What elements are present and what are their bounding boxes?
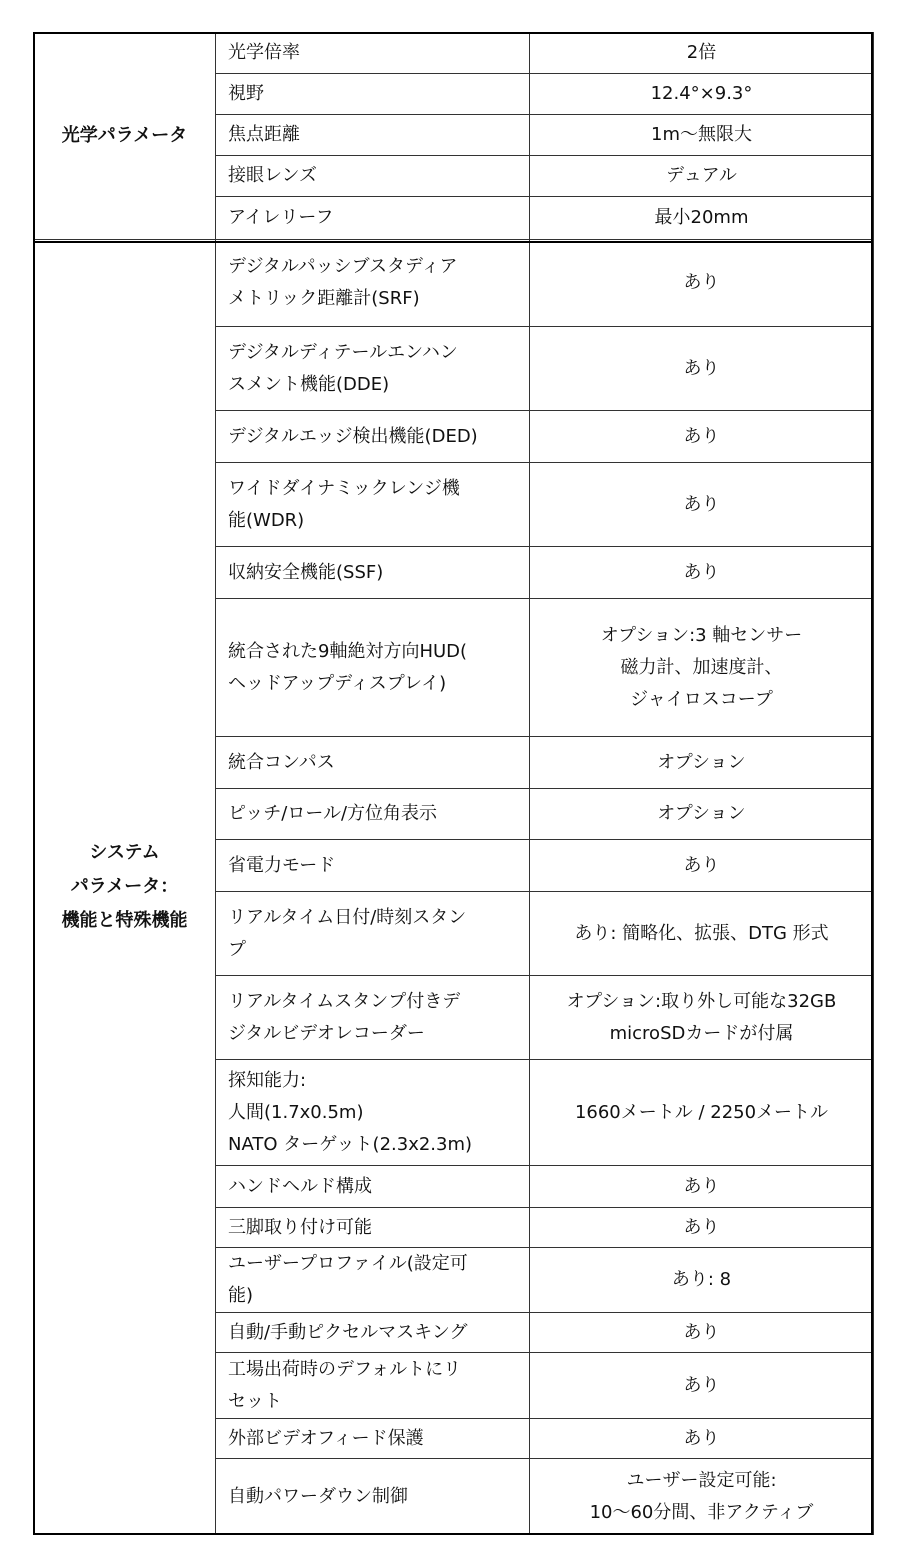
parameter-name-cell [216,33,530,74]
text-line: ピッチ/ロール/方位角表示 [228,803,438,824]
category-cell [34,240,216,1535]
parameter-name-cell [216,411,530,463]
text-line: デジタルディテールエンハン [228,341,458,363]
parameter-name-cell [216,1353,530,1419]
parameter-name-cell [216,1248,530,1313]
parameter-value-cell [530,1248,874,1313]
text-line: 自動パワーダウン制御 [228,1485,408,1507]
parameter-value-cell [530,1459,874,1535]
text-line: ワイドダイナミックレンジ機 [228,477,460,499]
parameter-name-cell [216,1060,530,1166]
parameter-name-cell [216,1313,530,1353]
parameter-name-cell [216,976,530,1060]
text-line: 外部ビデオフィード保護 [228,1427,424,1449]
text-line: オプション [657,803,746,824]
text-line: あり [683,854,720,876]
parameter-name-cell [216,327,530,411]
text-line: ヘッドアップディスプレイ) [228,672,447,694]
parameter-name-cell [216,737,530,789]
parameter-value-cell [530,156,874,197]
text-line: あり [683,272,720,293]
text-line: 接眼レンズ [228,165,318,186]
text-line: 視野 [228,83,264,104]
text-line: あり: 簡略化、拡張、DTG 形式 [574,922,829,944]
parameter-value-cell [530,737,874,789]
text-line: 光学パラメータ [61,125,188,146]
parameter-value-cell [530,547,874,599]
text-line: あり [683,357,720,379]
text-line: デジタルパッシブスタディア [228,256,458,277]
parameter-value-cell [530,115,874,156]
text-line: あり [683,1216,720,1238]
text-line: ユーザー設定可能: [626,1469,777,1491]
parameter-name-cell [216,789,530,840]
text-line: 統合された9軸絶対方向HUD( [228,640,468,662]
parameter-value-cell [530,240,874,327]
parameter-value-cell [530,840,874,892]
text-line: 光学倍率 [228,42,300,63]
text-line: 統合コンパス [228,751,335,773]
parameter-value-cell [530,1353,874,1419]
spec-row [34,240,874,327]
parameter-value-cell [530,411,874,463]
text-line: デジタルエッジ検出機能(DED) [228,425,478,447]
parameter-value-cell [530,1060,874,1166]
parameter-name-cell [216,115,530,156]
spec-table [33,32,874,1535]
parameter-value-cell [530,1208,874,1248]
text-line: 三脚取り付け可能 [228,1216,372,1238]
text-line: microSDカードが付属 [609,1022,794,1044]
parameter-value-cell [530,599,874,737]
text-line: ジャイロスコープ [630,688,773,710]
text-line: 磁力計、加速度計、 [620,656,783,678]
text-line: 自動/手動ピクセルマスキング [228,1321,468,1343]
parameter-value-cell [530,1419,874,1459]
text-line: 能(WDR) [228,509,305,531]
parameter-name-cell [216,547,530,599]
parameter-value-cell [530,197,874,240]
text-line: パラメータ： [70,876,179,897]
text-line: あり [683,1175,720,1197]
parameter-name-cell [216,892,530,976]
text-line: システム [89,842,160,863]
text-line: 機能と特殊機能 [61,910,188,931]
spec-sheet [33,32,873,1535]
parameter-name-cell [216,74,530,115]
text-line: リアルタイム日付/時刻スタン [228,906,467,928]
text-line: プ [228,938,246,960]
parameter-value-cell [530,33,874,74]
text-line: デュアル [666,165,737,186]
text-line: 省電力モード [228,854,336,876]
text-line: 10～60分間、非アクティブ [589,1501,814,1523]
text-line: オプション:取り外し可能な32GB [566,990,837,1012]
parameter-name-cell [216,463,530,547]
text-line: アイレリーフ [228,207,334,228]
parameter-value-cell [530,327,874,411]
category-cell [34,33,216,240]
text-line: リアルタイムスタンプ付きデ [228,990,461,1012]
text-line: NATO ターゲット(2.3x2.3m) [228,1133,473,1155]
text-line: 探知能力: [228,1069,307,1091]
parameter-name-cell [216,1166,530,1208]
parameter-value-cell [530,892,874,976]
parameter-value-cell [530,1313,874,1353]
text-line: メトリック距離計(SRF) [228,288,420,309]
text-line: ジタルビデオレコーダー [228,1022,425,1044]
text-line: 焦点距離 [228,124,300,145]
parameter-value-cell [530,789,874,840]
text-line: あり [683,493,720,515]
text-line: オプション:3 軸センサー [600,624,803,646]
spec-table-body [34,33,874,1535]
parameter-name-cell [216,1419,530,1459]
text-line: 12.4°×9.3° [650,83,753,104]
text-line: あり [683,425,720,447]
parameter-name-cell [216,1208,530,1248]
parameter-value-cell [530,1166,874,1208]
parameter-name-cell [216,240,530,327]
text-line: あり [683,1427,720,1449]
parameter-name-cell [216,197,530,240]
parameter-name-cell [216,599,530,737]
parameter-name-cell [216,1459,530,1535]
text-line: 1m～無限大 [651,124,752,145]
text-line: 1660メートル / 2250メートル [574,1101,829,1123]
text-line: ハンドヘルド構成 [228,1175,372,1197]
text-line: 人間(1.7x0.5m) [228,1101,364,1123]
text-line: セット [228,1390,282,1412]
parameter-name-cell [216,156,530,197]
text-line: 能) [228,1285,254,1306]
parameter-name-cell [216,840,530,892]
parameter-value-cell [530,463,874,547]
spec-row [34,33,874,74]
parameter-value-cell [530,74,874,115]
text-line: あり [683,1321,720,1343]
text-line: スメント機能(DDE) [228,373,390,395]
text-line: ユーザープロファイル(設定可 [228,1253,468,1274]
text-line: あり: 8 [671,1269,732,1290]
parameter-value-cell [530,976,874,1060]
text-line: 最小20mm [654,207,749,228]
text-line: 工場出荷時のデフォルトにリ [228,1358,462,1380]
text-line: あり [683,1374,720,1396]
text-line: 2倍 [686,42,717,63]
text-line: あり [683,561,720,583]
text-line: オプション [657,751,746,773]
text-line: 収納安全機能(SSF) [228,561,384,583]
